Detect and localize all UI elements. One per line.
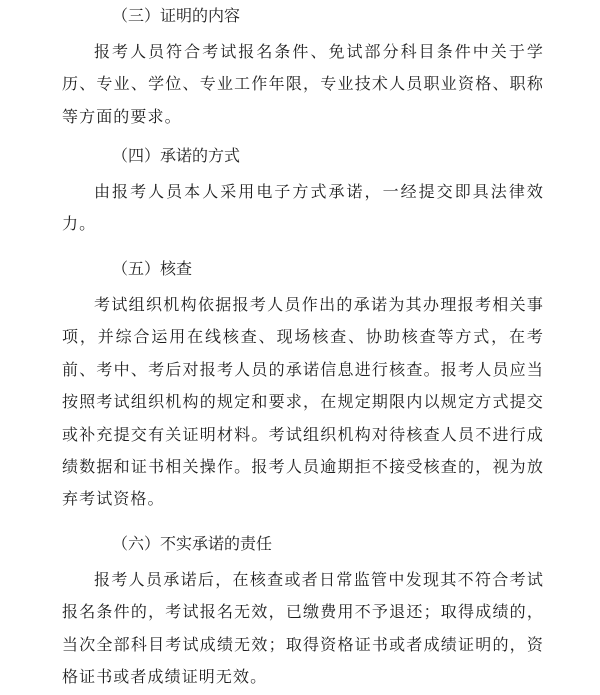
section-paragraph: 由报考人员本人采用电子方式承诺，一经提交即具法律效力。 — [62, 182, 544, 234]
section-heading: （五）核查 — [112, 259, 193, 278]
section-paragraph: 报考人员承诺后，在核查或者日常监管中发现其不符合考试报名条件的，考试报名无效，已缴费用不予退还；取得成绩的，当次全部科目考试成绩无效；取得资格证书或者成绩证明的，资格证书或者成绩证明无效。 — [62, 570, 544, 687]
section-paragraph: 考试组织机构依据报考人员作出的承诺为其办理报考相关事项，并综合运用在线核查、现场核查、协助核查等方式，在考前、考中、考后对报考人员的承诺信息进行核查。报考人员应当按照考试组织机构的规定和要求，在规定期限内以规定方式提交或补充提交有关证明材料。考试组织机构对待核查人员不进行成绩数据和证书相关操作。报考人员逾期拒不接受核查的，视为放弃考试资格。 — [62, 295, 544, 509]
section-proof-content — [62, 0, 544, 133]
section-heading: （六）不实承诺的责任 — [112, 534, 273, 553]
section-heading: （三）证明的内容 — [112, 6, 241, 25]
section-commitment-method — [62, 140, 544, 241]
section-paragraph: 报考人员符合考试报名条件、免试部分科目条件中关于学历、专业、学位、专业工作年限，专业技术人员职业资格、职称等方面的要求。 — [62, 42, 544, 126]
section-verification — [62, 253, 544, 516]
section-heading: （四）承诺的方式 — [112, 146, 241, 165]
section-false-commitment-liability — [62, 528, 544, 694]
